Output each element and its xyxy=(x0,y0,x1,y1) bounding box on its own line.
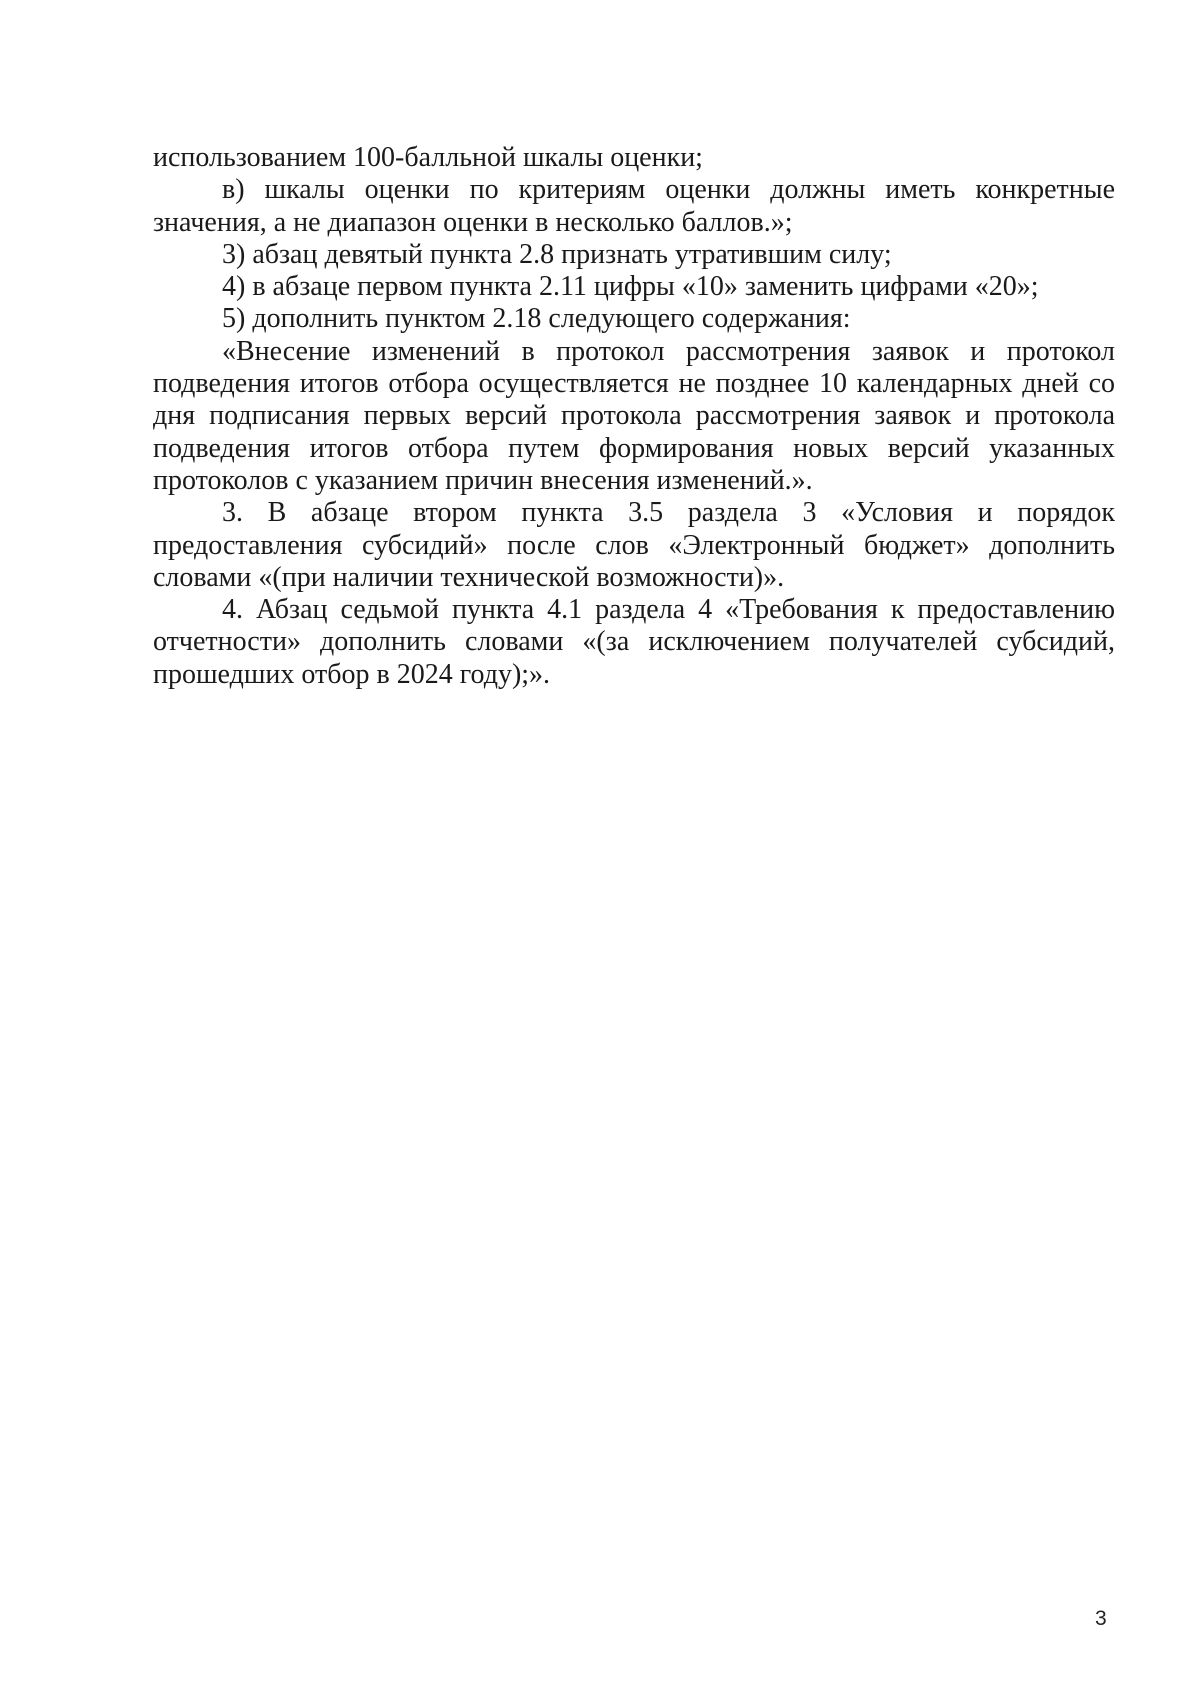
paragraph-item-5: 5) дополнить пунктом 2.18 следующего содержания: xyxy=(222,303,851,335)
paragraph-item-v: в) шкалы оценки по критериям оценки должны иметь конкретные значения, а не диапазон оценки в несколько баллов.»; xyxy=(153,174,1115,238)
document-body xyxy=(153,142,1115,691)
paragraph-section-4: 4. Абзац седьмой пункта 4.1 раздела 4 «Требования к предоставлению отчетности» дополнить словами «(за исключением получателей субсидий, прошедших отбор в 2024 году);». xyxy=(153,594,1115,690)
paragraph-section-3: 3. В абзаце втором пункта 3.5 раздела 3 «Условия и порядок предоставления субсидий» после слов «Электронный бюджет» дополнить словами «(при наличии технической возможности)». xyxy=(153,497,1115,593)
paragraph-quoted-clause: «Внесение изменений в протокол рассмотрения заявок и протокол подведения итогов отбора осуществляется не позднее 10 календарных дней со дня подписания первых версий протокола рассмотрения заявок и протокола подведения итогов отбора путем формирования новых версий указанных протоколов с указанием причин внесения изменений.». xyxy=(153,335,1115,496)
paragraph-item-4: 4) в абзаце первом пункта 2.11 цифры «10» заменить цифрами «20»; xyxy=(222,271,1039,303)
paragraph-item-3: 3) абзац девятый пункта 2.8 признать утратившим силу; xyxy=(222,238,892,270)
paragraph-continuation: использованием 100-балльной шкалы оценки; xyxy=(153,142,703,173)
page-number: 3 xyxy=(1095,1607,1107,1630)
